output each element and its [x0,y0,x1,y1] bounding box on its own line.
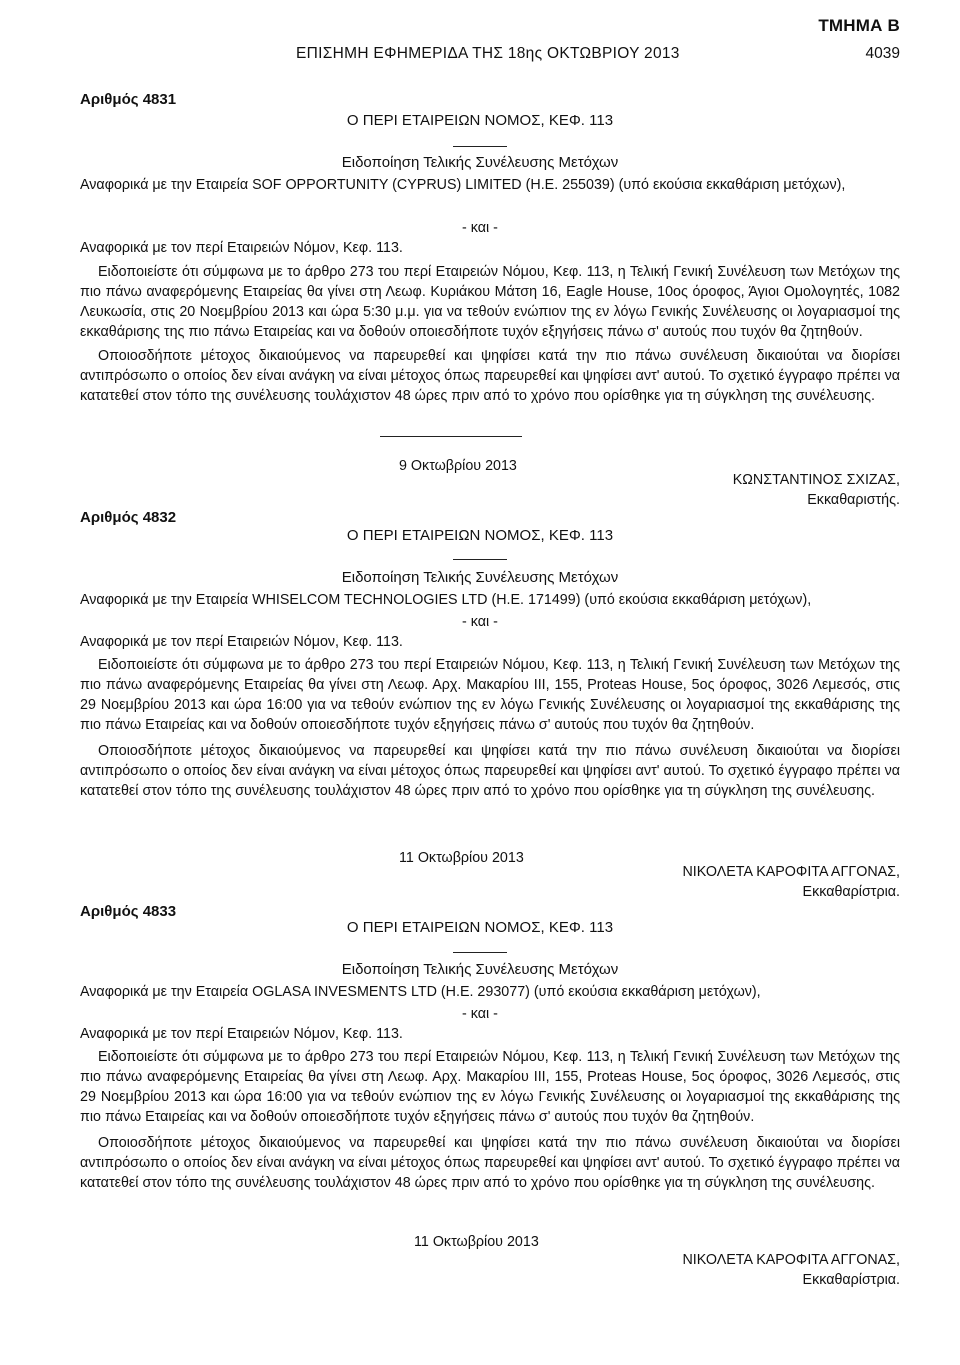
notice-body: Ειδοποιείστε ότι σύμφωνα με το άρθρο 273 του περί Εταιρειών Νόμου, Κεφ. 113, η Τελική Γενική Συνέλευση των Μετόχων της πιο πάνω αναφερόμενης Εταιρείας θα γίνει στη Λεωφ. Κυριάκου Μάτση 16, Eagle House, 10ος όροφος, Άγιοι Ομολογητές, 1082 Λευκωσία, στις 20 Νοεμβρίου 2013 και ώρα 5:30 μ.μ. για να τεθούν ενώπιον της εν λόγω Γενικής Συνέλευσης οι λογαριασμοί της εκκαθάρισης της πιο πάνω Εταιρείας και να δοθούν οποιεσδήποτε τυχόν εξηγήσεις πάνω σ' αυτούς που τυχόν θα ζητηθούν. [80,264,900,340]
law-title: Ο ΠΕΡΙ ΕΤΑΙΡΕΙΩΝ ΝΟΜΟΣ, ΚΕΦ. 113 [346,112,614,129]
signatory-name: ΝΙΚΟΛΕΤΑ ΚΑΡΟΦΙΤΑ ΑΓΓΟΝΑΣ, [682,864,900,880]
and-separator: - και - [462,1006,498,1022]
and-separator: - και - [462,614,498,630]
notice-body-proxy: Οποιοσδήποτε μέτοχος δικαιούμενος να παρευρεθεί και ψηφίσει κατά την πιο πάνω συνέλευση δικαιούται να διορίσει αντιπρόσωπο ο οποίος δεν είναι ανάγκη να είναι μέτοχος όπως παρευρεθεί και ψηφίσει αντ' αυτού. Το σχετικό έγγραφο πρέπει να κατατεθεί στον τόπο της συνέλευσης τουλάχιστον 48 ώρες πριν από το χρόνο που ορίσθηκε για τη σύγκληση της συνέλευσης. [80,348,900,404]
notice-body-proxy: Οποιοσδήποτε μέτοχος δικαιούμενος να παρευρεθεί και ψηφίσει κατά την πιο πάνω συνέλευση δικαιούται να διορίσει αντιπρόσωπο ο οποίος δεν είναι ανάγκη να είναι μέτοχος όπως παρευρεθεί και ψηφίσει αντ' αυτού. Το σχετικό έγγραφο πρέπει να κατατεθεί στον τόπο της συνέλευσης τουλάχιστον 48 ώρες πριν από το χρόνο που ορίσθηκε για τη σύγκληση της συνέλευσης. [80,743,900,799]
signatory-role: Εκκαθαριστής. [807,492,900,508]
signatory-role: Εκκαθαρίστρια. [802,884,900,900]
divider [453,952,507,953]
notice-heading: Ειδοποίηση Τελικής Συνέλευσης Μετόχων [341,154,619,171]
law-reference: Αναφορικά με τον περί Εταιρειών Νόμον, Κεφ. 113. [80,240,403,256]
notice-date: 9 Οκτωβρίου 2013 [399,458,517,474]
notice-number: Αριθμός 4833 [80,903,177,920]
divider [453,559,507,560]
notice-date: 11 Οκτωβρίου 2013 [414,1234,539,1250]
signatory-name: ΝΙΚΟΛΕΤΑ ΚΑΡΟΦΙΤΑ ΑΓΓΟΝΑΣ, [682,1252,900,1268]
company-reference: Αναφορικά με την Εταιρεία WHISELCOM TECHNOLOGIES LTD (Η.Ε. 171499) (υπό εκούσια εκκαθάριση μετόχων), [80,592,812,608]
section-label: ΤΜΗΜΑ Β [818,16,900,35]
signatory-name: ΚΩΝΣΤΑΝΤΙΝΟΣ ΣΧΙΖΑΣ, [732,472,900,488]
notice-body: Ειδοποιείστε ότι σύμφωνα με το άρθρο 273 του περί Εταιρειών Νόμου, Κεφ. 113, η Τελική Γενική Συνέλευση των Μετόχων της πιο πάνω αναφερόμενης Εταιρείας θα γίνει στη Λεωφ. Αρχ. Μακαρίου III, 155, Proteas House, 5ος όροφος, 3026 Λεμεσός, στις 29 Νοεμβρίου 2013 και ώρα 16:00 για να τεθούν ενώπιον της εν λόγω Γενικής Συνέλευσης οι λογαριασμοί της εκκαθάρισης της πιο πάνω Εταιρείας και να δοθούν οποιεσδήποτε τυχόν εξηγήσεις πάνω σ' αυτούς που τυχόν θα ζητηθούν. [80,657,900,733]
law-reference: Αναφορικά με τον περί Εταιρειών Νόμον, Κεφ. 113. [80,634,403,650]
and-separator: - και - [462,220,498,236]
notice-date: 11 Οκτωβρίου 2013 [399,850,524,866]
company-reference: Αναφορικά με την Εταιρεία OGLASA INVESMENTS LTD (Η.Ε. 293077) (υπό εκούσια εκκαθάριση μετόχων), [80,984,761,1000]
notice-body-proxy: Οποιοσδήποτε μέτοχος δικαιούμενος να παρευρεθεί και ψηφίσει κατά την πιο πάνω συνέλευση δικαιούται να διορίσει αντιπρόσωπο ο οποίος δεν είναι ανάγκη να είναι μέτοχος όπως παρευρεθεί και ψηφίσει αντ' αυτού. Το σχετικό έγγραφο πρέπει να κατατεθεί στον τόπο της συνέλευσης τουλάχιστον 48 ώρες πριν από το χρόνο που ορίσθηκε για τη σύγκληση της συνέλευσης. [80,1135,900,1191]
law-title: Ο ΠΕΡΙ ΕΤΑΙΡΕΙΩΝ ΝΟΜΟΣ, ΚΕΦ. 113 [346,527,614,544]
page-number: 4039 [865,45,900,62]
running-head: ΕΠΙΣΗΜΗ ΕΦΗΜΕΡΙΔΑ ΤΗΣ 18ης ΟΚΤΩΒΡΙΟΥ 2013 [296,45,680,62]
notice-number: Αριθμός 4832 [80,509,177,526]
law-reference: Αναφορικά με τον περί Εταιρειών Νόμον, Κεφ. 113. [80,1026,403,1042]
signatory-role: Εκκαθαρίστρια. [802,1272,900,1288]
notice-number: Αριθμός 4831 [80,91,177,108]
notice-body: Ειδοποιείστε ότι σύμφωνα με το άρθρο 273 του περί Εταιρειών Νόμου, Κεφ. 113, η Τελική Γενική Συνέλευση των Μετόχων της πιο πάνω αναφερόμενης Εταιρείας θα γίνει στη Λεωφ. Αρχ. Μακαρίου III, 155, Proteas House, 5ος όροφος, 3026 Λεμεσός, στις 29 Νοεμβρίου 2013 και ώρα 16:00 για να τεθούν ενώπιον της εν λόγω Γενικής Συνέλευσης οι λογαριασμοί της εκκαθάρισης της πιο πάνω Εταιρείας και να δοθούν οποιεσδήποτε τυχόν εξηγήσεις πάνω σ' αυτούς που τυχόν θα ζητηθούν. [80,1049,900,1125]
divider [380,436,522,437]
divider [453,146,507,147]
company-reference: Αναφορικά με την Εταιρεία SOF OPPORTUNITY (CYPRUS) LIMITED (Η.Ε. 255039) (υπό εκούσια εκκαθάριση μετόχων), [80,177,846,193]
notice-heading: Ειδοποίηση Τελικής Συνέλευσης Μετόχων [341,961,619,978]
law-title: Ο ΠΕΡΙ ΕΤΑΙΡΕΙΩΝ ΝΟΜΟΣ, ΚΕΦ. 113 [346,919,614,936]
notice-heading: Ειδοποίηση Τελικής Συνέλευσης Μετόχων [341,569,619,586]
